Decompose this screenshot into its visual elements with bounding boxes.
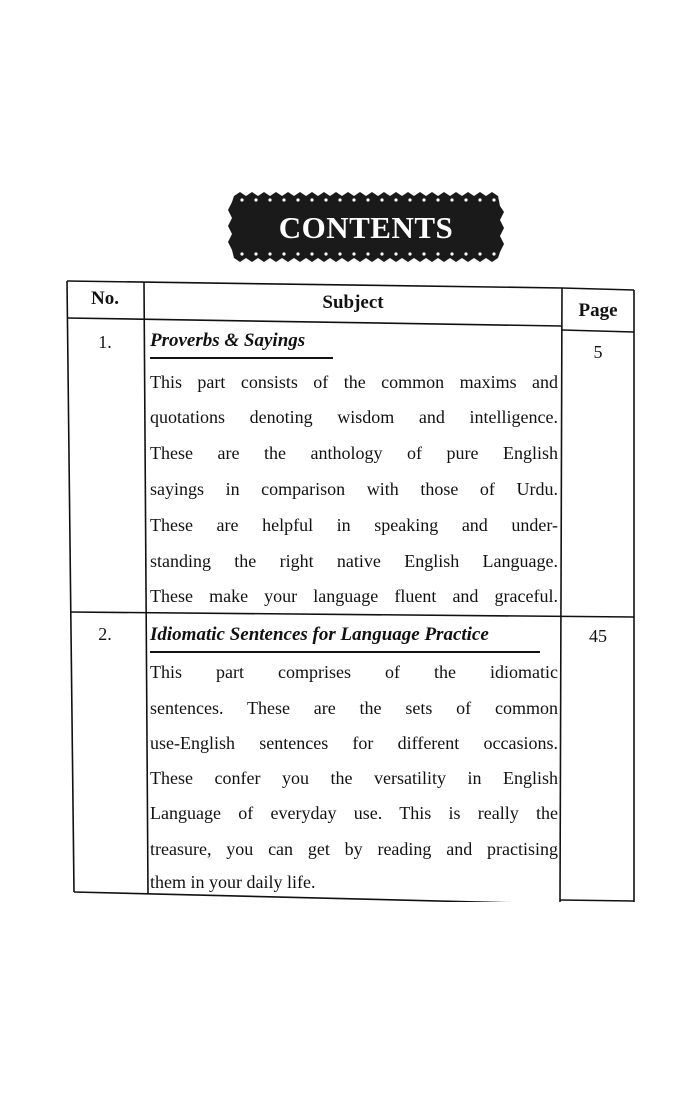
entry-number: 2. (98, 624, 112, 644)
entry-line: treasure, you can get by reading and practising (150, 839, 558, 859)
entry-line: standing the right native English Language. (150, 551, 558, 571)
entry-line: Language of everyday use. This is really the (150, 803, 558, 823)
entry-line: This part comprises of the idiomatic (150, 662, 558, 682)
title-underline (150, 357, 333, 359)
contents-heading: CONTENTS (278, 210, 454, 245)
entry-line: This part consists of the common maxims and (150, 372, 558, 392)
entry-line: sentences. These are the sets of common (150, 698, 558, 718)
entry-line: These are the anthology of pure English (150, 443, 558, 463)
entry-line: them in your daily life. (150, 872, 316, 892)
entry-page: 5 (593, 342, 603, 362)
entry-line: quotations denoting wisdom and intelligence. (150, 407, 558, 427)
contents-table (66, 280, 636, 902)
header-no: No. (91, 288, 119, 309)
entry-title-text: Idiomatic Sentences for Language Practice (150, 624, 489, 645)
entry-line: use-English sentences for different occasions. (150, 733, 558, 753)
entry-line: These make your language fluent and graceful. (150, 586, 558, 606)
entry-title (150, 330, 305, 352)
title-underline (150, 651, 540, 653)
entry-line: These are helpful in speaking and under- (150, 515, 558, 535)
entry-line: These confer you the versatility in English (150, 768, 558, 788)
header-page: Page (578, 300, 618, 321)
entry-page: 45 (589, 626, 607, 646)
entry-line: sayings in comparison with those of Urdu. (150, 479, 558, 499)
contents-banner (228, 192, 504, 262)
entry-title-text: Proverbs & Sayings (150, 330, 306, 351)
header-subject: Subject (322, 292, 384, 313)
entry-number: 1. (98, 332, 112, 352)
entry-title (150, 624, 489, 646)
